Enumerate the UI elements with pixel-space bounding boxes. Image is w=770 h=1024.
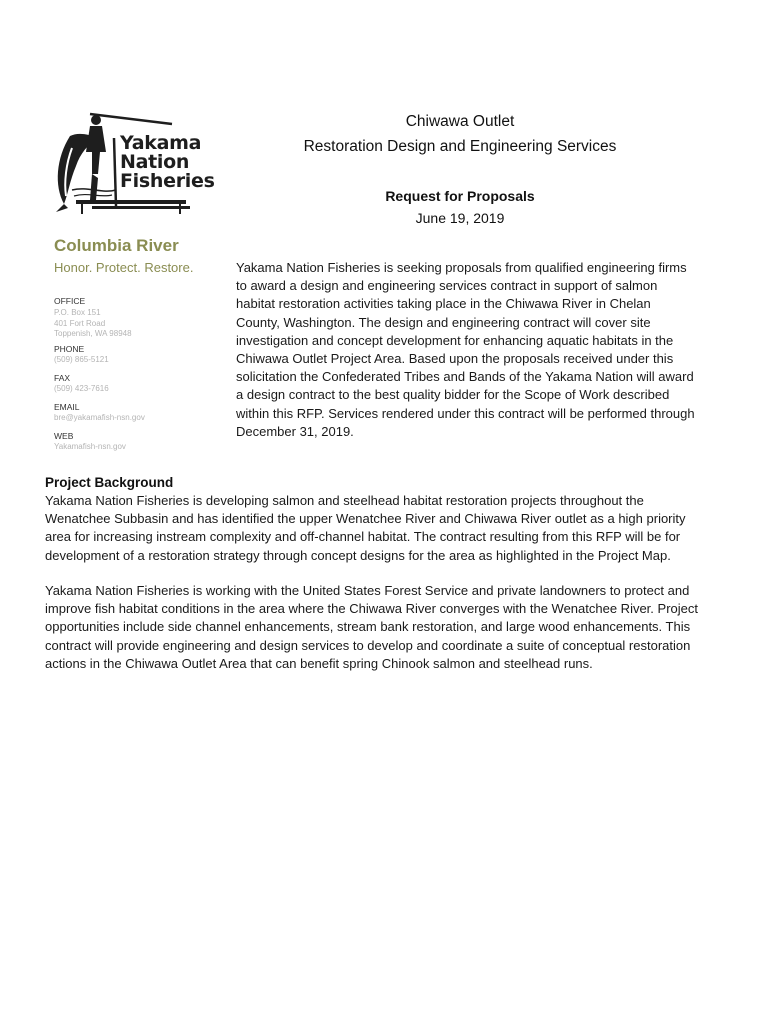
rfp-heading: Request for Proposals — [385, 188, 535, 204]
web-link[interactable]: Yakamafish-nsn.gov — [54, 442, 126, 451]
background-paragraph-2: Yakama Nation Fisheries is working with the United States Forest Service and private landowners to protect and improve fish habitat conditions in the area where the Chiwawa River converges with the Wenatchee River. Project opportunities include side channel enhancements, stream bank restoration, and large wood enhancements. This contract will provide engineering and design services to develop and coordinate a suite of conceptual restoration actions in the Chiwawa Outlet Area that can benefit spring Chinook salmon and steelhead runs. — [45, 583, 698, 671]
sidebar-motto: Honor. Protect. Restore. — [54, 260, 194, 275]
logo-line-1: Yakama — [120, 132, 202, 154]
office-line: P.O. Box 151 — [54, 308, 101, 317]
document-subtitle: Restoration Design and Engineering Services — [303, 138, 617, 155]
rfp-date: June 19, 2019 — [415, 210, 505, 226]
background-paragraph-1: Yakama Nation Fisheries is developing salmon and steelhead habitat restoration projects throughout the Wenatchee Subbasin and has identified the upper Wenatchee River and Chiwawa River outlet as a high priority area for increasing instream complexity and off-channel habitat. The contract resulting from this RFP will be for development of a restoration strategy through concept designs for the area as highlighted in the Project Map. — [45, 493, 686, 563]
logo-line-2: Nation — [120, 151, 190, 173]
document-title: Chiwawa Outlet — [405, 113, 515, 130]
email-link[interactable]: bre@yakamafish-nsn.gov — [54, 413, 145, 422]
email-label: EMAIL — [54, 402, 80, 412]
office-line: Toppenish, WA 98948 — [54, 329, 132, 338]
fax-value: (509) 423-7616 — [54, 384, 109, 393]
phone-label: PHONE — [54, 344, 85, 354]
phone-value: (509) 865-5121 — [54, 355, 109, 364]
office-line: 401 Fort Road — [54, 318, 106, 328]
office-address — [54, 308, 132, 340]
web-label: WEB — [54, 431, 74, 441]
office-label: OFFICE — [54, 296, 86, 306]
logo-wordmark — [120, 134, 215, 191]
intro-paragraph: Yakama Nation Fisheries is seeking proposals from qualified engineering firms to award a design and engineering services contract in support of salmon habitat restoration activities taking place in the Chiwawa River in Chelan County, Washington. The design and engineering contract will cover site investigation and concept development for enhancing aquatic habitats in the Chiwawa Outlet Project Area. Based upon the proposals received under this solicitation the Confederated Tribes and Bands of the Yakama Nation will award a design contract to the best quality bidder for the Scope of Work described within this RFP. Services rendered under this contract will be performed through December 31, 2019. — [236, 260, 695, 439]
logo-line-3: Fisheries — [120, 170, 215, 192]
fax-label: FAX — [54, 373, 71, 383]
section-heading: Project Background — [45, 475, 174, 490]
sidebar-heading: Columbia River — [54, 236, 179, 255]
